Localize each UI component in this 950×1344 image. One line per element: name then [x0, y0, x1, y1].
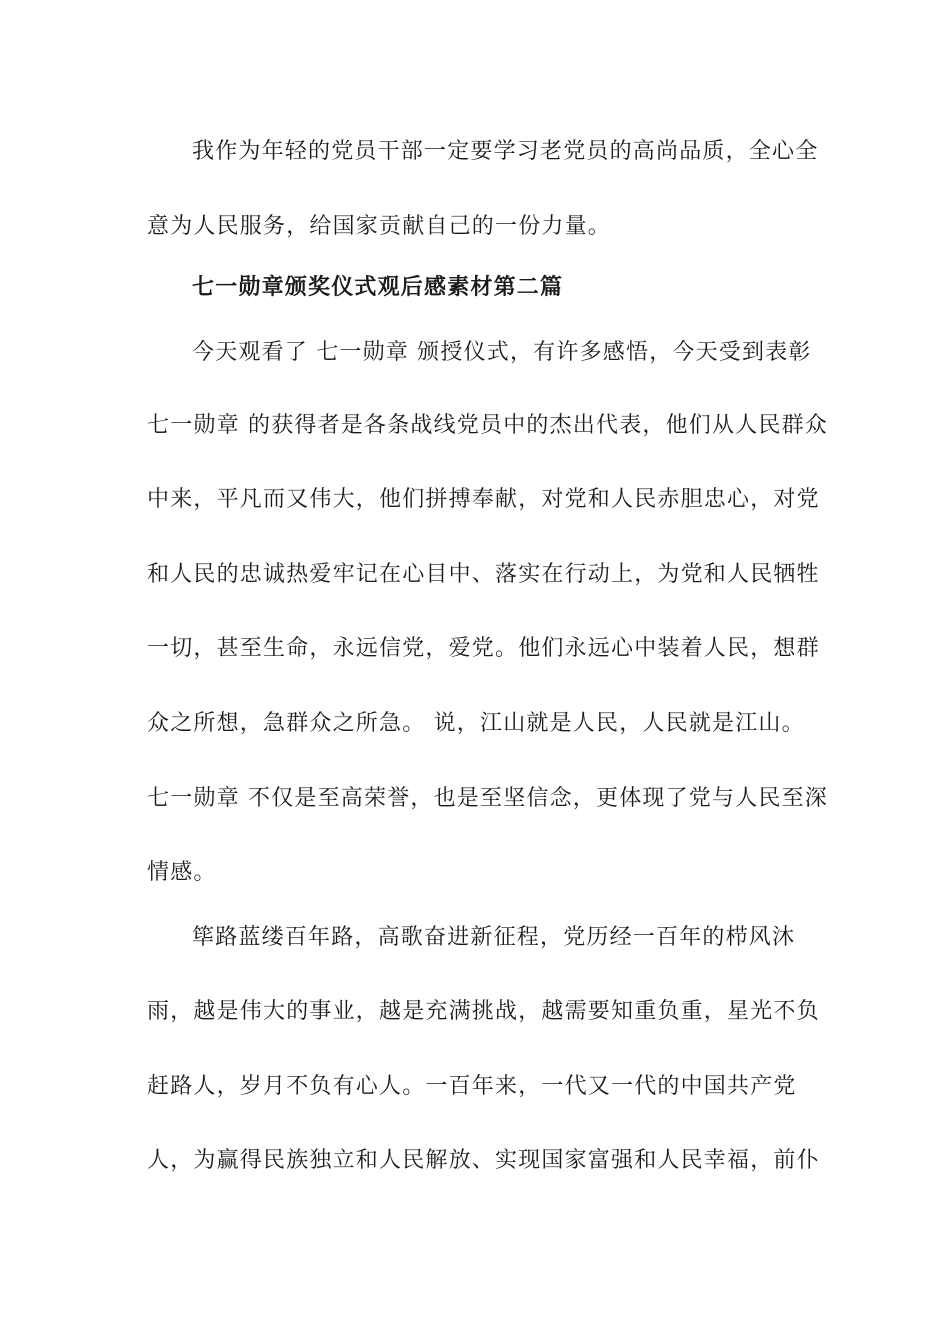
- paragraph-line: 我作为年轻的党员干部一定要学习老党员的高尚品质，全心全: [192, 139, 819, 164]
- paragraph-line: 众之所想，急群众之所急。 说，江山就是人民，人民就是江山。: [147, 711, 805, 736]
- paragraph-line: 筚路蓝缕百年路，高歌奋进新征程，党历经一百年的栉风沐: [192, 925, 796, 950]
- paragraph-line: 人，为赢得民族独立和人民解放、实现国家富强和人民幸福，前仆: [147, 1148, 820, 1173]
- paragraph-line: 和人民的忠诚热爱牢记在心目中、落实在行动上，为党和人民牺牲: [147, 562, 820, 587]
- paragraph-line: 中来，平凡而又伟大，他们拼搏奉献，对党和人民赤胆忠心，对党: [147, 487, 820, 512]
- paragraph-line: 意为人民服务，给国家贡献自己的一份力量。: [147, 214, 612, 239]
- paragraph-line: 赶路人，岁月不负有心人。一百年来，一代又一代的中国共产党: [147, 1074, 797, 1099]
- paragraph-line: 今天观看了 七一勋章 颁授仪式，有许多感悟，今天受到表彰: [192, 340, 812, 365]
- paragraph-line: 一切，甚至生命，永远信党，爱党。他们永远心中装着人民，想群: [147, 636, 820, 661]
- section-heading: 七一勋章颁奖仪式观后感素材第二篇: [192, 275, 564, 300]
- paragraph-line: 七一勋章 的获得者是各条战线党员中的杰出代表，他们从人民群众: [147, 413, 828, 438]
- paragraph-line: 雨，越是伟大的事业，越是充满挑战，越需要知重负重，星光不负: [147, 999, 820, 1024]
- paragraph-line: 情感。: [147, 860, 217, 885]
- paragraph-line: 七一勋章 不仅是至高荣誉，也是至坚信念，更体现了党与人民至深: [147, 786, 828, 811]
